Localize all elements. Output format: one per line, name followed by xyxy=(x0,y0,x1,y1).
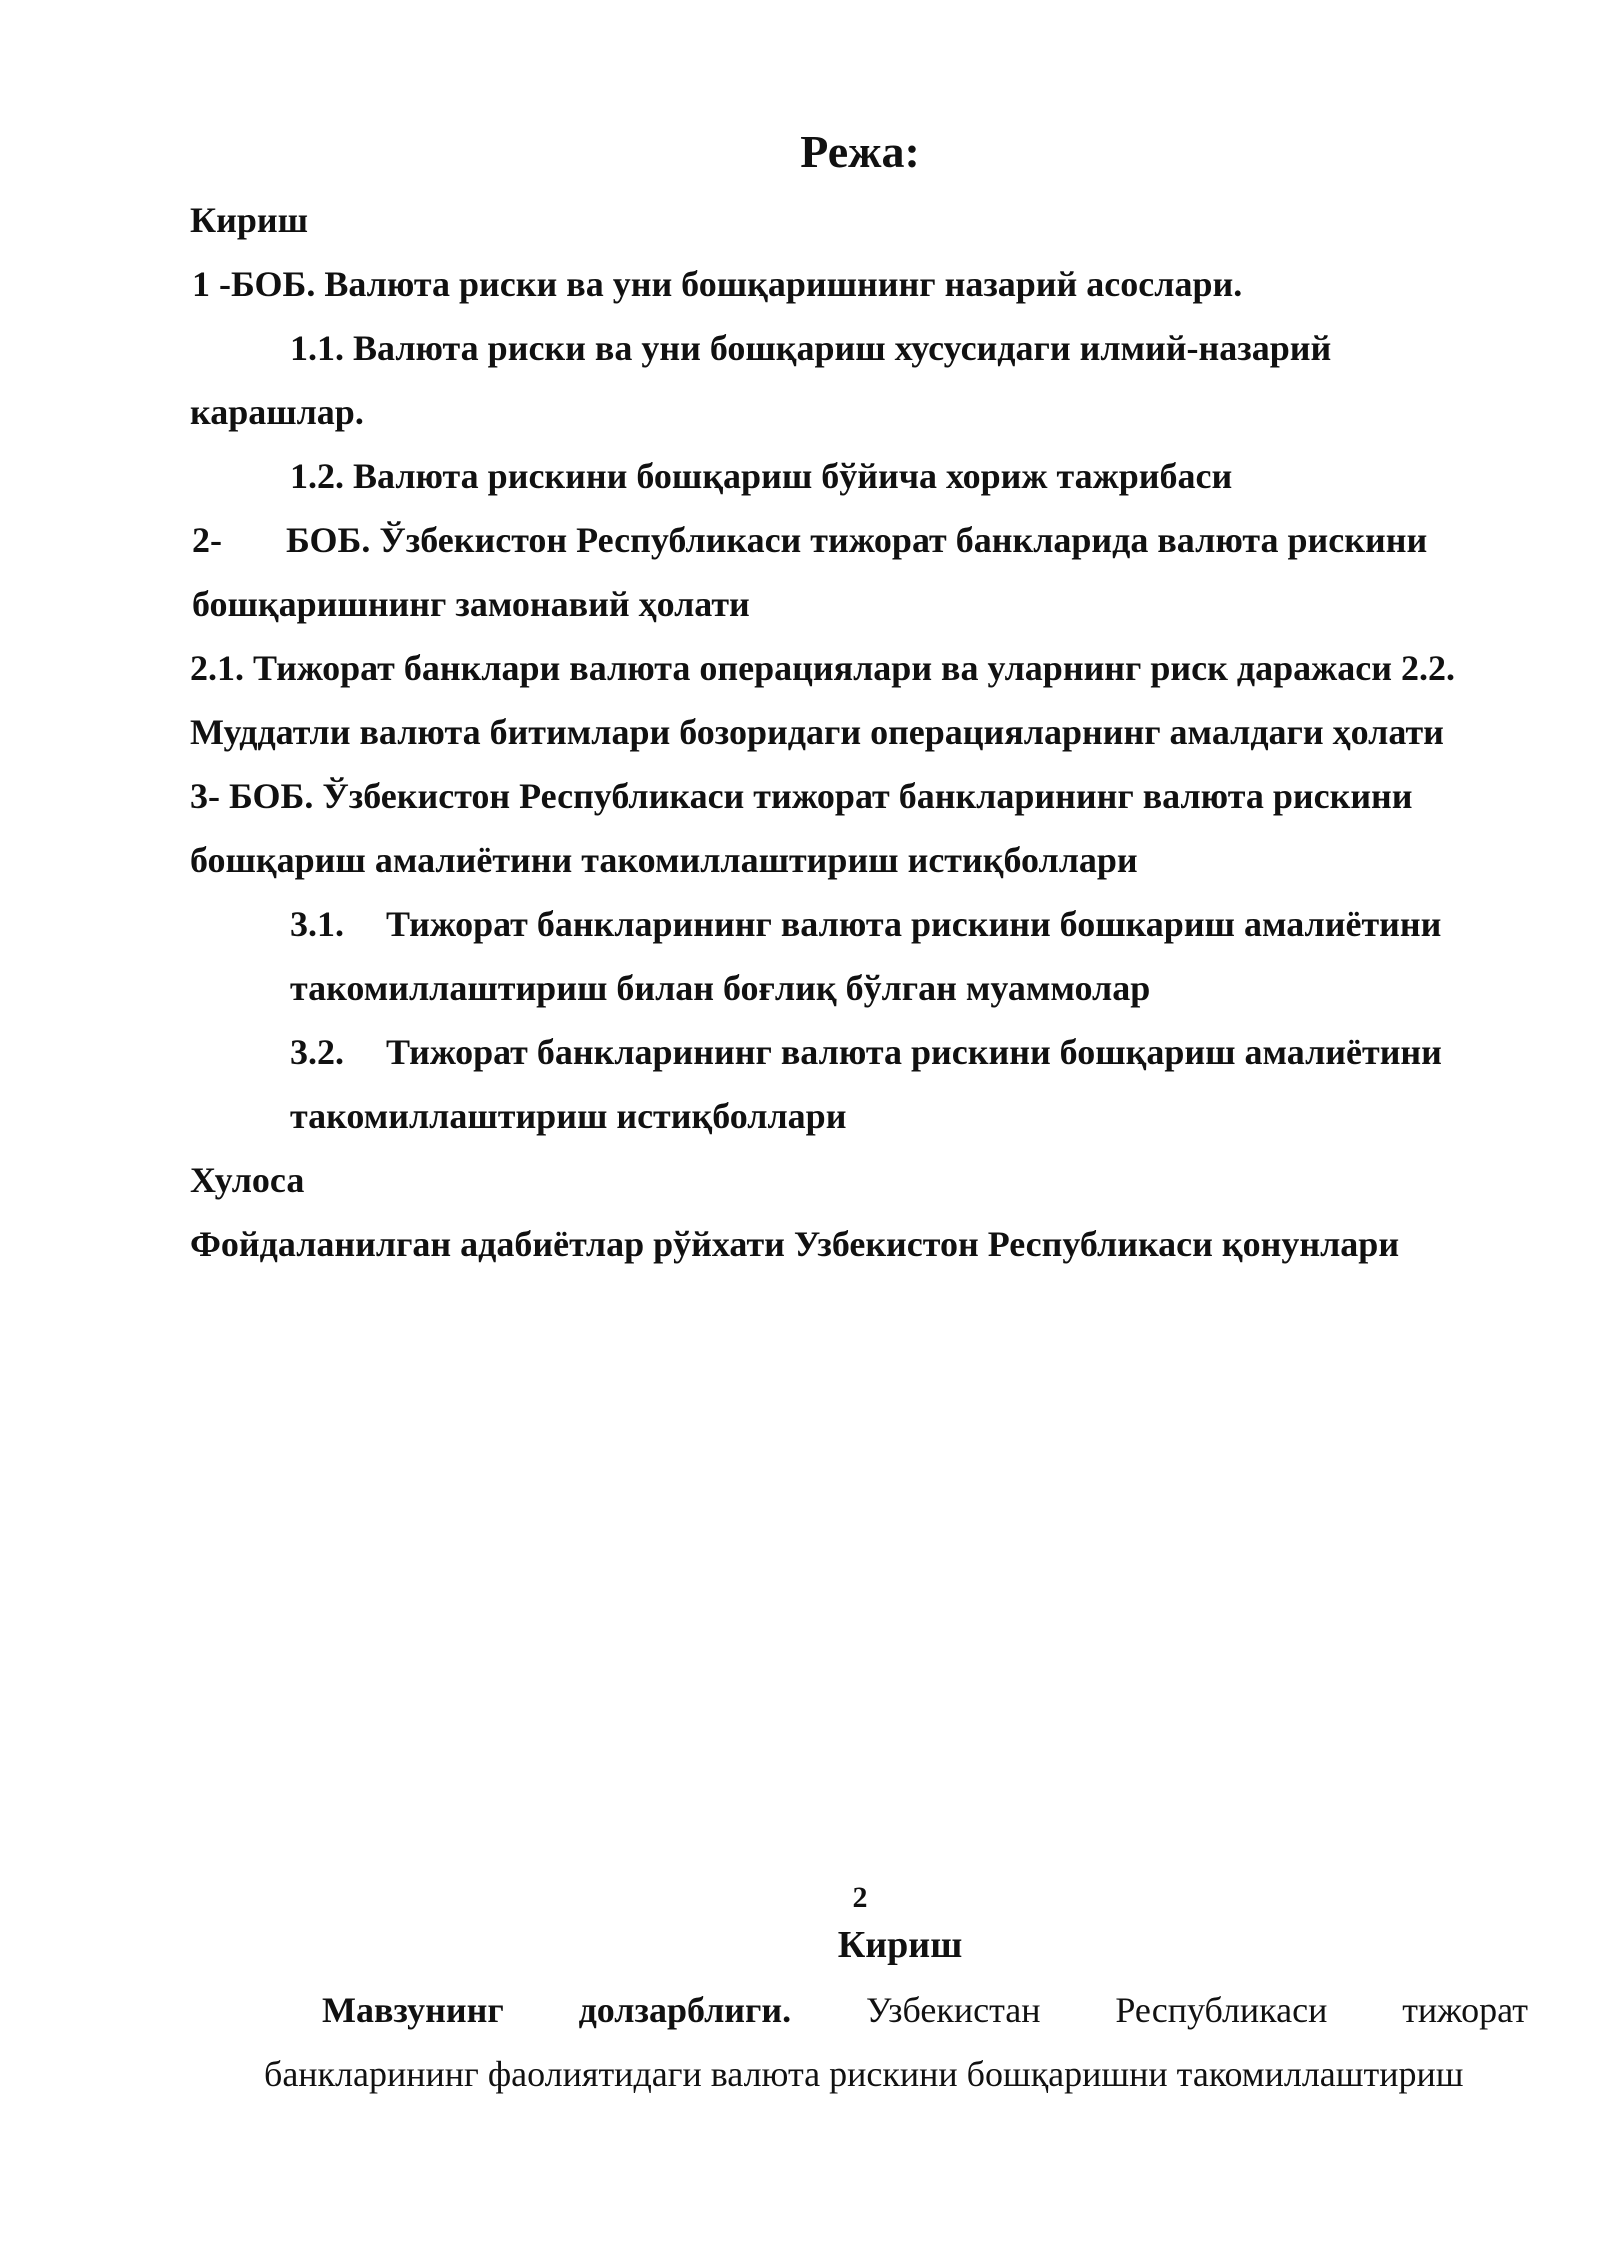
toc-section-2-1: 2.1. Тижорат банклари валюта операциялари ва уларнинг риск даражаси 2.2. xyxy=(190,648,1455,688)
intro-word: Узбекистан xyxy=(865,1990,1041,2030)
intro-word: Республикаси xyxy=(1115,1990,1328,2030)
toc-section-1-1-cont: карашлар. xyxy=(190,392,364,432)
toc-section-3-1-number: 3.1. xyxy=(290,904,344,944)
toc-chapter-2-cont: бошқаришнинг замонавий ҳолати xyxy=(192,584,750,624)
toc-chapter-1: 1 -БОБ. Валюта риски ва уни бошқаришнинг назарий асослари. xyxy=(192,264,1243,304)
toc-section-3-2-cont: такомиллаштириш истиқболлари xyxy=(290,1096,847,1136)
intro-paragraph-line-1 xyxy=(322,1988,1528,2032)
intro-paragraph-line-2: банкларининг фаолиятидаги валюта рискини бошқаришни такомиллаштириш xyxy=(264,2054,1464,2094)
toc-section-3-1-cont: такомиллаштириш билан боғлиқ бўлган муаммолар xyxy=(290,968,1151,1008)
toc-section-3-2-title: Тижорат банкларининг валюта рискини бошқариш амалиётини xyxy=(386,1032,1442,1072)
toc-chapter-2-title: БОБ. Ўзбекистон Республикаси тижорат банкларида валюта рискини xyxy=(286,520,1428,560)
intro-word: Мавзунинг xyxy=(322,1990,504,2030)
toc-section-3-2 xyxy=(290,1030,1442,1074)
toc-intro: Кириш xyxy=(190,200,309,240)
intro-word: долзарблиги. xyxy=(578,1990,792,2030)
toc-chapter-3: 3- БОБ. Ўзбекистон Республикаси тижорат банкларининг валюта рискини xyxy=(190,776,1413,816)
toc-chapter-3-cont: бошқариш амалиётини такомиллаштириш истиқболлари xyxy=(190,840,1138,880)
toc-chapter-2 xyxy=(192,518,1427,562)
toc-section-1-2: 1.2. Валюта рискини бошқариш бўйича хориж тажрибаси xyxy=(290,456,1233,496)
toc-section-3-2-number: 3.2. xyxy=(290,1032,344,1072)
intro-word: тижорат xyxy=(1402,1990,1528,2030)
intro-heading: Кириш xyxy=(837,1924,963,1966)
toc-section-3-1-title: Тижорат банкларининг валюта рискини бошкариш амалиётини xyxy=(386,904,1442,944)
toc-section-1-1: 1.1. Валюта риски ва уни бошқариш хусусидаги илмий-назарий xyxy=(290,328,1332,368)
toc-references: Фойдаланилган адабиётлар рўйхати Узбекистон Республикаси қонунлари xyxy=(190,1224,1400,1264)
toc-chapter-2-number: 2- xyxy=(192,520,222,560)
plan-title: Режа: xyxy=(800,126,920,177)
toc-section-2-2: Муддатли валюта битимлари бозоридаги операцияларнинг амалдаги ҳолати xyxy=(190,712,1444,752)
toc-section-3-1 xyxy=(290,902,1441,946)
page-number: 2 xyxy=(852,1881,868,1914)
toc-conclusion: Хулоса xyxy=(190,1160,305,1200)
